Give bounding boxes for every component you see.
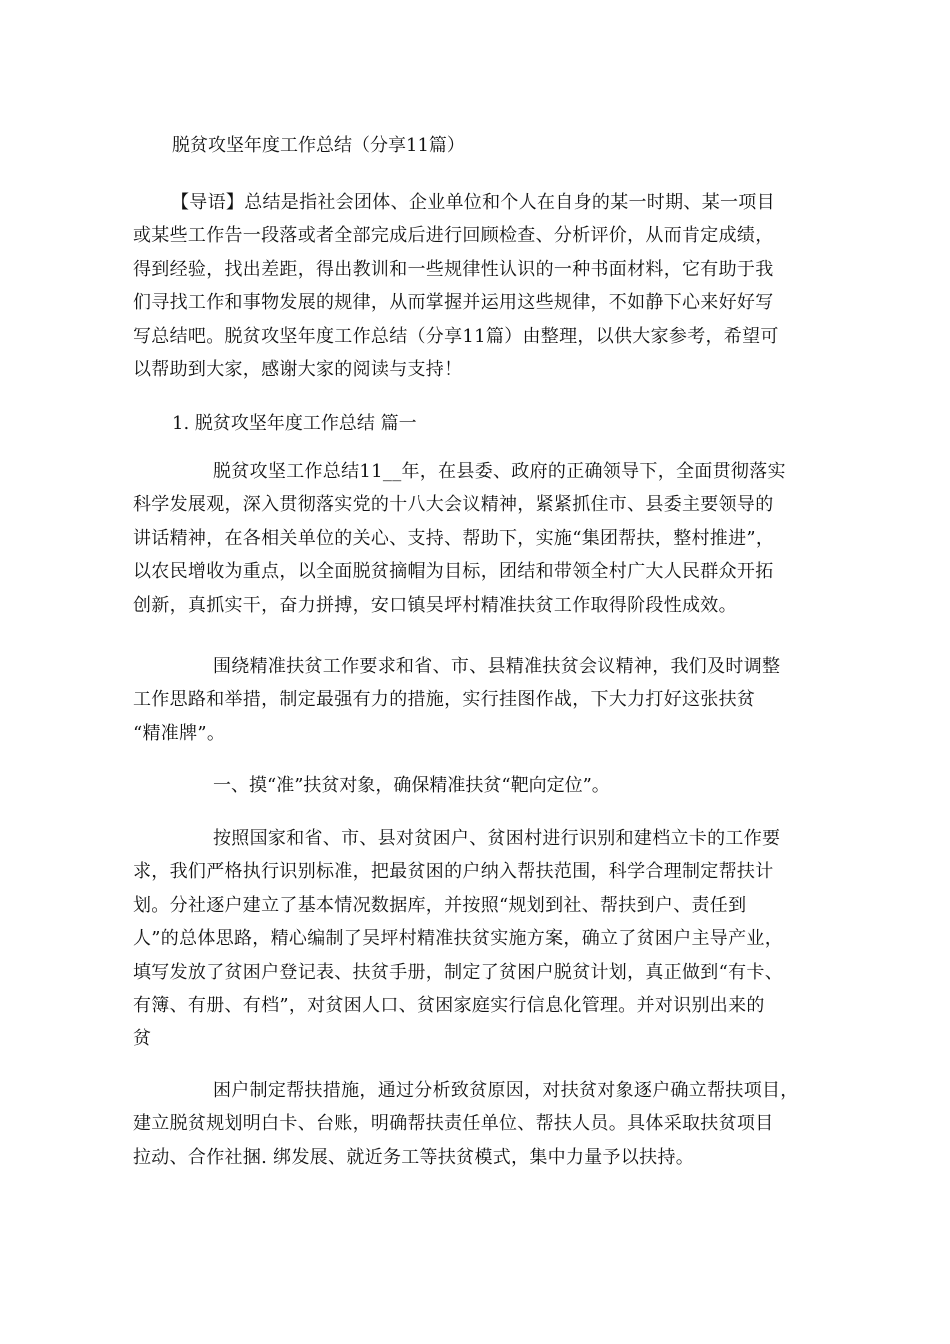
paragraph-line: 困户制定帮扶措施，通过分析致贫原因，对扶贫对象逐户确立帮扶项目，: [213, 1080, 799, 1101]
paragraph-2: [133, 650, 828, 750]
section-heading: 1. 脱贫攻坚年度工作总结 篇一: [172, 413, 417, 434]
paragraph-line: 科学发展观，深入贯彻落实党的十八大会议精神，紧紧抓住市、县委主要领导的: [133, 494, 774, 516]
paragraph-1: [133, 455, 828, 622]
paragraph-line: 填写发放了贫困户登记表、扶贫手册，制定了贫困户脱贫计划，真正做到“有卡、: [133, 961, 783, 983]
intro-line: 或某些工作告一段落或者全部完成后进行回顾检查、分析评价，从而肯定成绩，: [133, 225, 774, 247]
intro-line: 【导语】总结是指社会团体、企业单位和个人在自身的某一时期、某一项目: [171, 192, 775, 213]
paragraph-line: 划。分社逐户建立了基本情况数据库，并按照“规划到社、帮扶到户、责任到: [133, 894, 747, 916]
paragraph-line: 以农民增收为重点，以全面脱贫摘帽为目标，团结和带领全村广大人民群众开拓: [133, 561, 774, 583]
paragraph-4: [133, 1074, 828, 1174]
subheading: 一、摸“准”扶贫对象，确保精准扶贫“靶向定位”。: [213, 775, 610, 796]
paragraph-line: 工作思路和举措，制定最强有力的措施，实行挂图作战，下大力打好这张扶贫: [133, 689, 756, 711]
paragraph-line: 人”的总体思路，精心编制了吴坪村精准扶贫实施方案，确立了贫困户主导产业，: [133, 928, 783, 950]
paragraph-line: 脱贫攻坚工作总结11__年，在县委、政府的正确领导下，全面贯彻落实: [213, 461, 786, 482]
paragraph-line: 建立脱贫规划明白卡、台账，明确帮扶责任单位、帮扶人员。具体采取扶贫项目: [133, 1113, 774, 1135]
paragraph-line: 有簿、有册、有档”，对贫困人口、贫困家庭实行信息化管理。并对识别出来的: [133, 994, 765, 1016]
paragraph-line: 讲话精神，在各相关单位的关心、支持、帮助下，实施“集团帮扶，整村推进”，: [133, 527, 775, 549]
paragraph-line: 求，我们严格执行识别标准，把最贫困的户纳入帮扶范围，科学合理制定帮扶计: [133, 861, 774, 883]
paragraph-line: 贫: [133, 1028, 152, 1050]
intro-line: 得到经验，找出差距，得出教训和一些规律性认识的一种书面材料，它有助于我: [133, 258, 774, 280]
paragraph-line: “精准牌”。: [133, 722, 226, 744]
intro-line: 们寻找工作和事物发展的规律，从而掌握并运用这些规律，不如静下心来好好写: [133, 292, 774, 314]
paragraph-line: 创新，真抓实干，奋力拼搏，安口镇吴坪村精准扶贫工作取得阶段性成效。: [133, 594, 737, 616]
intro-line: 以帮助到大家，感谢大家的阅读与支持！: [133, 358, 463, 380]
paragraph-line: 按照国家和省、市、县对贫困户、贫困村进行识别和建档立卡的工作要: [213, 828, 781, 849]
paragraph-line: 围绕精准扶贫工作要求和省、市、县精准扶贫会议精神，我们及时调整: [213, 656, 781, 677]
intro-line: 写总结吧。脱贫攻坚年度工作总结（分享11篇）由整理，以供大家参考，希望可: [133, 325, 779, 347]
intro-paragraph: [133, 186, 828, 386]
paragraph-line: 拉动、合作社捆. 绑发展、就近务工等扶贫模式，集中力量予以扶持。: [133, 1146, 695, 1168]
document-title: 脱贫攻坚年度工作总结（分享11篇）: [172, 135, 465, 156]
paragraph-3: [133, 822, 828, 1056]
